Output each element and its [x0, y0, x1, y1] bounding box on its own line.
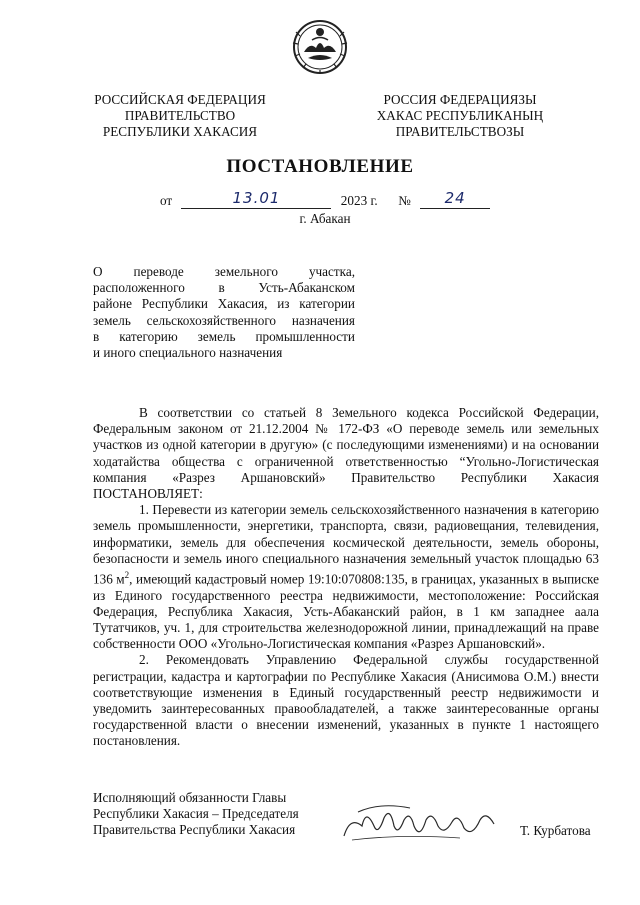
- handwritten-date: 13.01: [232, 189, 281, 207]
- header-left-line: РЕСПУБЛИКИ ХАКАСИЯ: [102, 124, 258, 139]
- header-right-line: ХАКАС РЕСПУБЛИКАНЫҢ: [376, 108, 544, 123]
- item-1-text-a: 1. Перевести из категории земель сельскохозяйственного назначения в категорию земель промышленности, энергетики, транспорта, связи, радиовещания, телевидения, информатики, земель для обеспечения космической деятельности, земель обороны, безопасности и земель иного специального назначения земельный участок площадью 63 136 м: [93, 502, 599, 587]
- signatory-line: Правительства Республики Хакасия: [93, 822, 296, 838]
- item-1-text-b: , имеющий кадастровый номер 19:10:070808:135, в границах, указанных в выписке из Единого государственного реестра недвижимости, местоположение: Российская Федерация, Республика Хакасия, Усть-Абаканский район, в 1 км западнее аала Тутатчиков, уч. 1, для строительства железнодорожной линии, принадлежащий на праве собственности ООО «Угольно-Логистическая компания «Разрез Аршановский».: [93, 571, 599, 652]
- signatory-title-block: [93, 790, 299, 839]
- item-2-paragraph: 2. Рекомендовать Управлению Федеральной службы государственной регистрации, кадастра и картографии по Республике Хакасия (Анисимова О.М.) внести соответствующие изменения в Единый государственный реестр недвижимости и уведомить заинтересованных правообладателей, а также заинтересованные органы государственной власти о внесении изменений, указанных в пункте 1 настоящего постановления.: [93, 652, 599, 749]
- number-sign: №: [398, 193, 411, 208]
- header-right-block: [360, 92, 560, 140]
- number-field: [420, 189, 490, 209]
- header-right-line: ПРАВИТЕЛЬСТВОЗЫ: [395, 124, 525, 139]
- date-prefix: от: [160, 193, 173, 208]
- city-line: г. Абакан: [299, 211, 351, 226]
- preamble-paragraph: В соответствии со статьей 8 Земельного кодекса Российской Федерации, Федеральным законом от 21.12.2004 № 172-ФЗ «О переводе земель или земельных участков из одной категории в другую» (с последующими изменениями) и на основании ходатайства общества с ограниченной ответственностью “Угольно-Логистическая компания «Разрез Аршановский» Правительство Республики Хакасия ПОСТАНОВЛЯЕТ:: [93, 405, 599, 502]
- date-number-line: [160, 189, 490, 209]
- header-left-line: РОССИЙСКАЯ ФЕДЕРАЦИЯ: [94, 92, 266, 107]
- header-left-block: [80, 92, 280, 140]
- item-1-superscript: 2: [124, 570, 130, 581]
- handwritten-number: 24: [444, 189, 466, 207]
- subject-line: районе Республики Хакасия, из категории: [93, 296, 355, 312]
- signatory-line: Республики Хакасия – Председателя: [93, 806, 299, 822]
- subject-block: [93, 264, 355, 361]
- signatory-line: Исполняющий обязанности Главы: [93, 790, 287, 805]
- subject-line: и иного специального назначения: [93, 345, 283, 361]
- subject-line: в категорию земель промышленности: [93, 328, 355, 344]
- header-left-line: ПРАВИТЕЛЬСТВО: [124, 108, 236, 123]
- subject-line: земель сельскохозяйственного назначения: [93, 312, 355, 328]
- subject-line: О переводе земельного участка,: [93, 264, 355, 279]
- handwritten-signature-icon: [340, 796, 500, 846]
- year-text: 2023 г.: [340, 193, 378, 208]
- document-body: [93, 405, 599, 750]
- document-title: ПОСТАНОВЛЕНИЕ: [226, 156, 414, 177]
- header-right-line: РОССИЯ ФЕДЕРАЦИЯЗЫ: [383, 92, 537, 107]
- signatory-name: Т. Курбатова: [520, 823, 591, 838]
- coat-of-arms-emblem-icon: [290, 18, 350, 76]
- item-1-paragraph: [93, 502, 599, 652]
- date-field: [181, 189, 331, 209]
- subject-line: расположенного в Усть-Абаканском: [93, 280, 355, 296]
